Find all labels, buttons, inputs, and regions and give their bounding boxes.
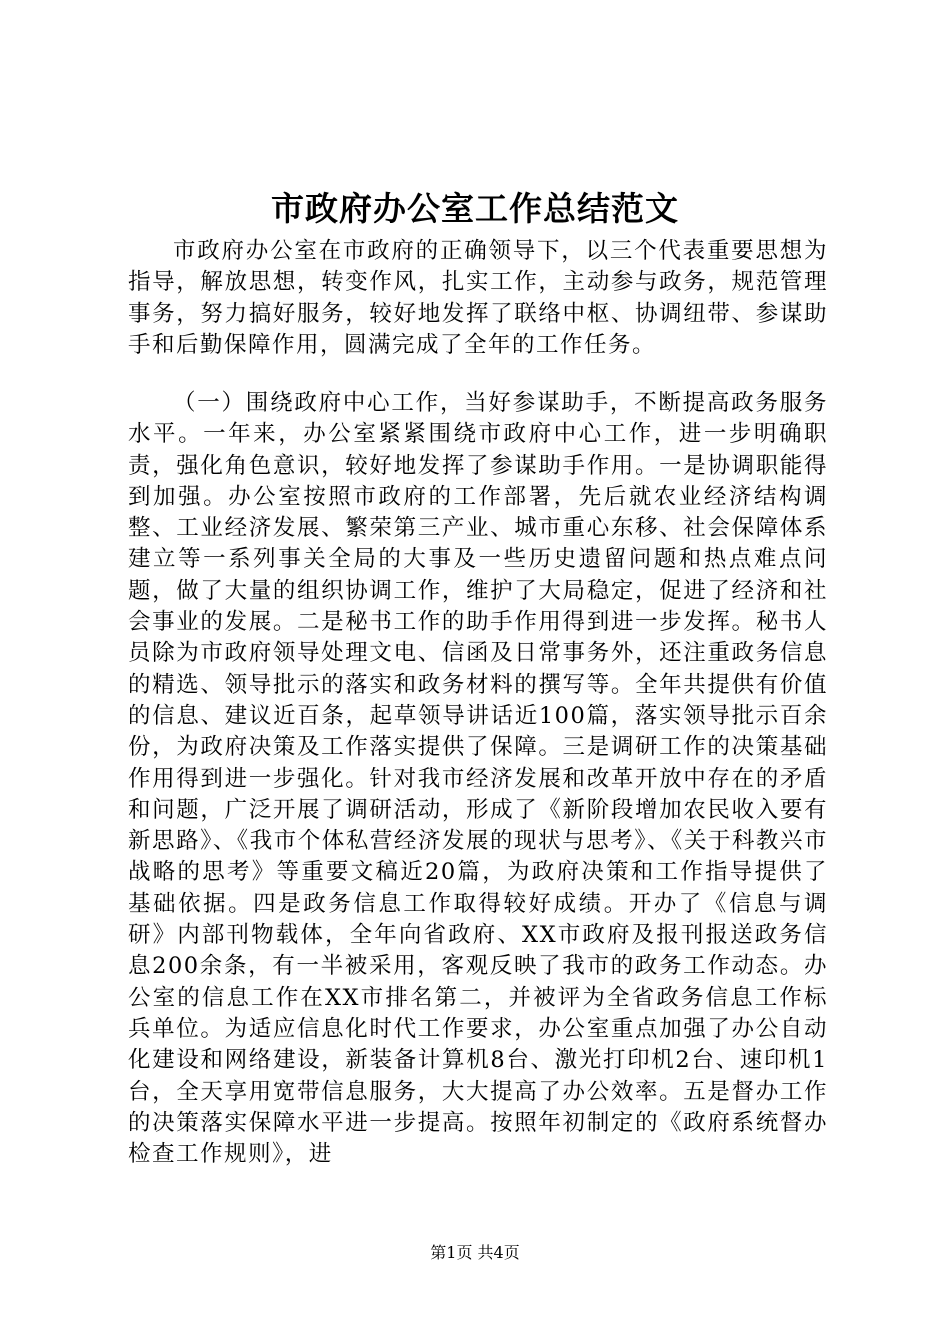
section-one-paragraph: （一）围绕政府中心工作，当好参谋助手，不断提高政务服务水平。一年来，办公室紧紧围绕市政府中心工作，进一步明确职责，强化角色意识，较好地发挥了参谋助手作用。一是协调职能得到加强。办公室按照市政府的工作部署，先后就农业经济结构调整、工业经济发展、繁荣第三产业、城市重心东移、社会保障体系建立等一系列事关全局的大事及一些历史遗留问题和热点难点问题，做了大量的组织协调工作，维护了大局稳定，促进了经济和社会事业的发展。二是秘书工作的助手作用得到进一步发挥。秘书人员除为市政府领导处理文电、信函及日常事务外，还注重政务信息的精选、领导批示的落实和政务材料的撰写等。全年共提供有价值的信息、建议近百条，起草领导讲话近100篇，落实领导批示百余份，为政府决策及工作落实提供了保障。三是调研工作的决策基础作用得到进一步强化。针对我市经济发展和改革开放中存在的矛盾和问题，广泛开展了调研活动，形成了《新阶段增加农民收入要有新思路》、《我市个体私营经济发展的现状与思考》、《关于科教兴市战略的思考》等重要文稿近20篇，为政府决策和工作指导提供了基础依据。四是政务信息工作取得较好成绩。开办了《信息与调研》内部刊物载体，全年向省政府、XX市政府及报刊报送政务信息200余条，有一半被采用，客观反映了我市的政务工作动态。办公室的信息工作在XX市排名第二，并被评为全省政务信息工作标兵单位。为适应信息化时代工作要求，办公室重点加强了办公自动化建设和网络建设，新装备计算机8台、激光打印机2台、速印机1台，全天享用宽带信息服务，大大提高了办公效率。五是督办工作的决策落实保障水平进一步提高。按照年初制定的《政府系统督办检查工作规则》，进	[128, 390, 828, 1168]
document-title: 市政府办公室工作总结范文	[271, 189, 679, 228]
page-number-footer: 第1页 共4页	[430, 1243, 520, 1262]
intro-paragraph: 市政府办公室在市政府的正确领导下，以三个代表重要思想为指导，解放思想，转变作风，扎实工作，主动参与政务，规范管理事务，努力搞好服务，较好地发挥了联络中枢、协调纽带、参谋助手和后勤保障作用，圆满完成了全年的工作任务。	[128, 238, 828, 358]
